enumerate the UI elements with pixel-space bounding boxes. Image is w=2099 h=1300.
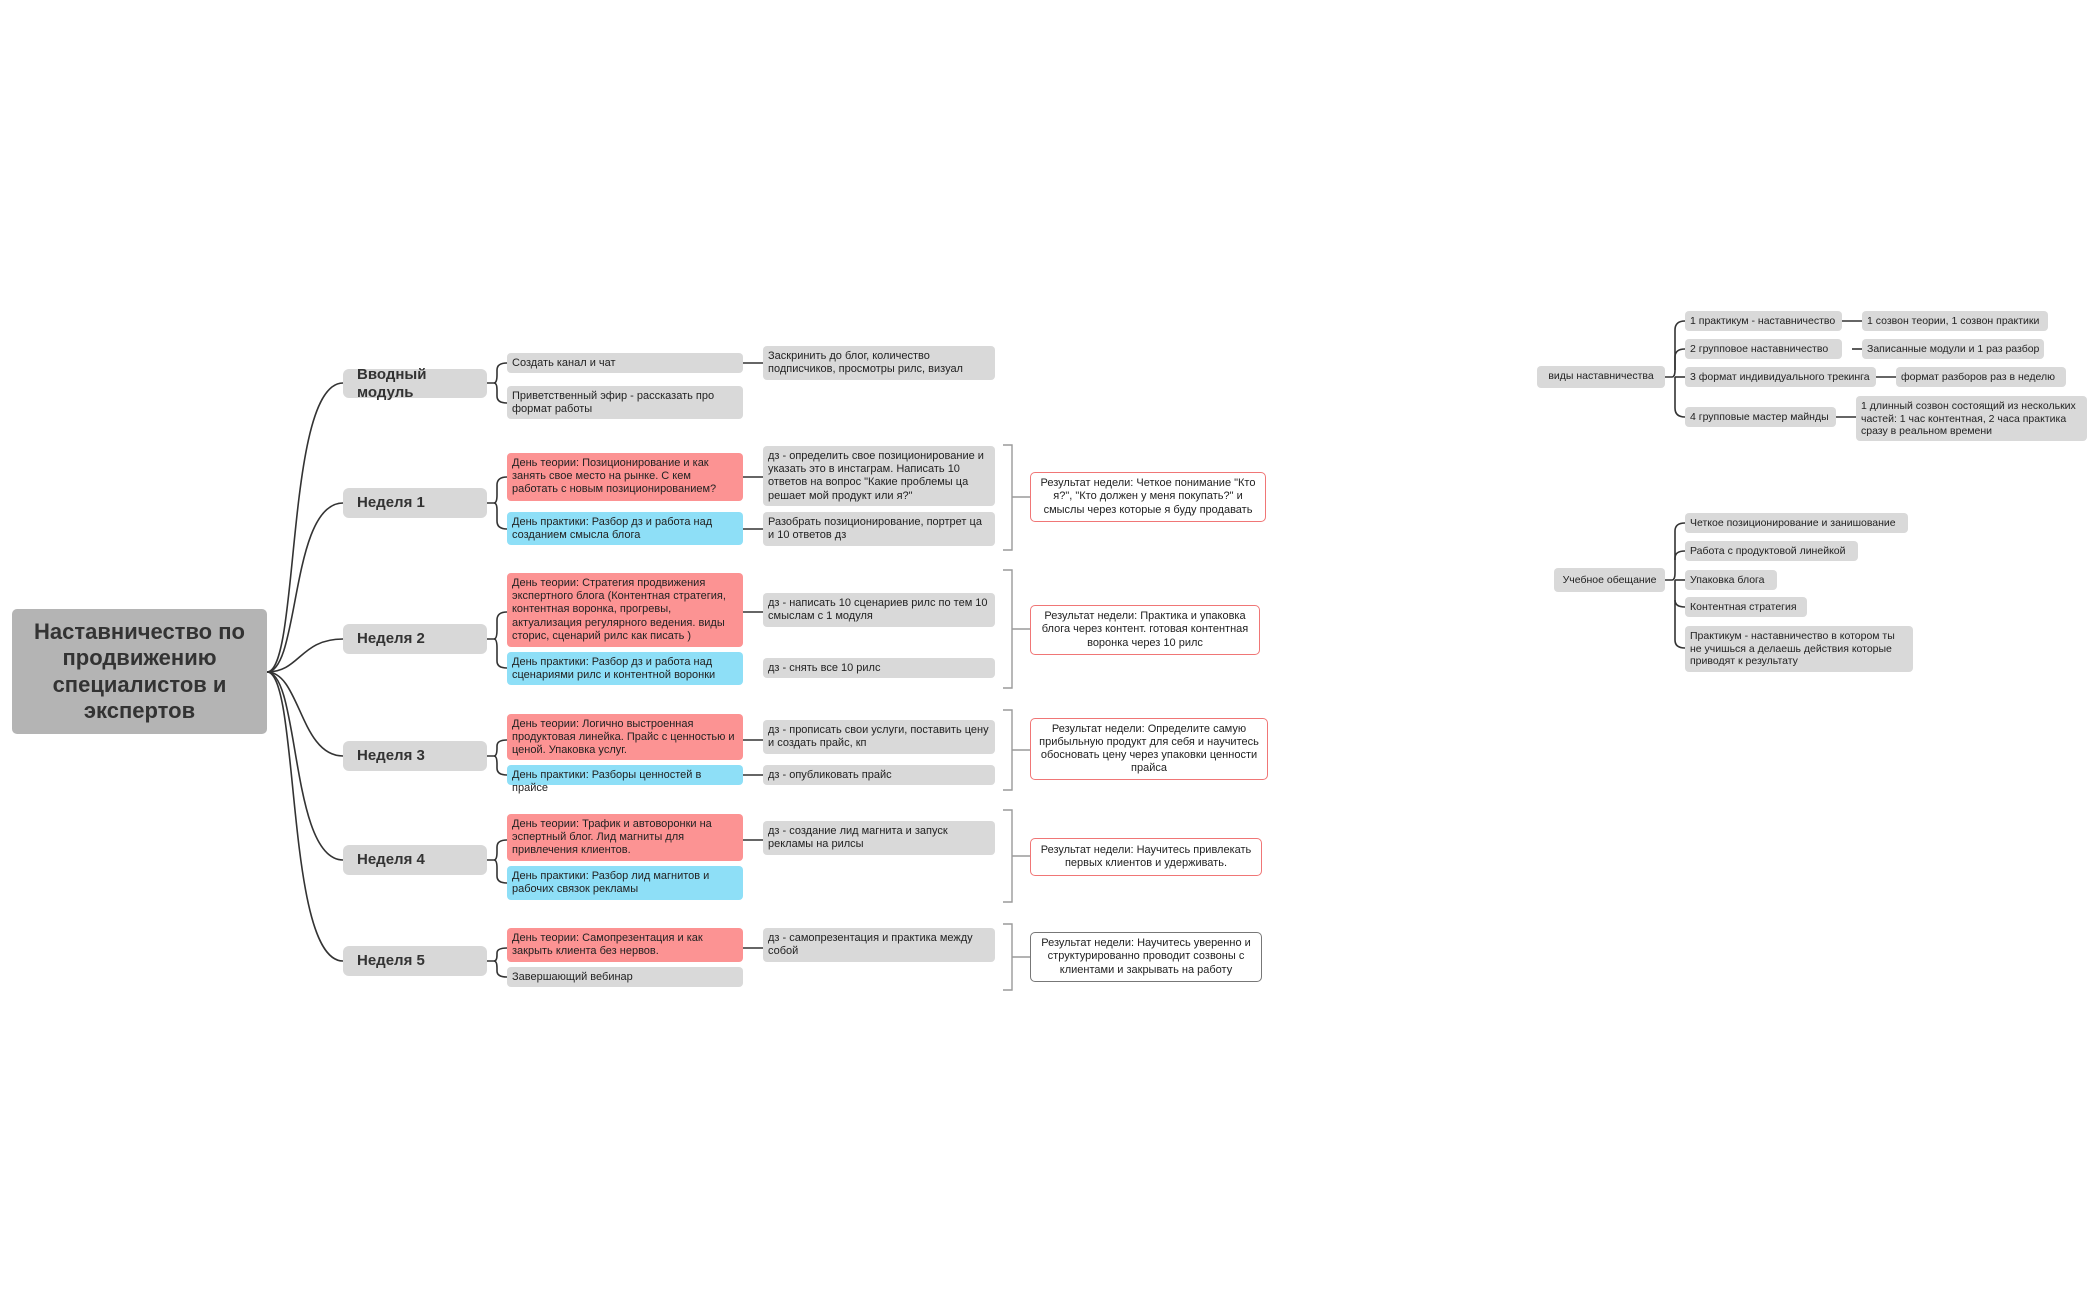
practice-label: День практики: Разбор дз и работа над сценариями рилс и контентной воронки	[512, 656, 716, 682]
homework-label: дз - снять все 10 рилс	[768, 662, 881, 674]
promise-item-label: Четкое позиционирование и занишование	[1690, 517, 1896, 529]
week-1-result[interactable]	[1030, 472, 1266, 522]
week-1-homework-1[interactable]	[763, 446, 995, 506]
mentoring-type-4[interactable]	[1685, 407, 1836, 427]
week-1[interactable]	[343, 488, 487, 518]
result-label: Результат недели: Четкое понимание "Кто я?", "Кто должен у меня покупать?" и смыслы через которые я буду продавать	[1040, 477, 1256, 516]
promise-item-2[interactable]	[1685, 541, 1858, 561]
homework-label: дз - прописать свои услуги, поставить цену и создать прайс, кп	[768, 724, 989, 750]
promise-item-label: Работа с продуктовой линейкой	[1690, 545, 1846, 557]
practice-label: День практики: Разборы ценностей в прайсе	[512, 769, 702, 795]
week-label: Неделя 2	[357, 630, 425, 647]
intro-note-label: Заскринить до блог, количество подписчиков, просмотры рилс, визуал	[768, 350, 963, 376]
week-label: Неделя 1	[357, 494, 425, 511]
promise-item-label: Практикум - наставничество в котором ты не учишься а делаешь действия которые приводят к результату	[1690, 630, 1895, 668]
result-label: Результат недели: Практика и упаковка блога через контент. готовая контентная воронка через 10 рилс	[1041, 610, 1249, 649]
week-label: Неделя 4	[357, 851, 425, 868]
mentoring-type-detail-label: 1 созвон теории, 1 созвон практики	[1867, 315, 2040, 327]
week-2-practice[interactable]	[507, 652, 743, 685]
result-label: Результат недели: Определите самую прибыльную продукт для себя и научитесь обосновать цену через упаковки ценности прайса	[1039, 722, 1259, 775]
mentoring-type-detail-label: формат разборов раз в неделю	[1901, 371, 2055, 383]
intro-item-label: Приветственный эфир - рассказать про формат работы	[512, 390, 715, 416]
mentoring-type-1[interactable]	[1685, 311, 1842, 331]
promise-item-4[interactable]	[1685, 597, 1807, 617]
root-topic-label: Наставничество по продвижению специалистов и экспертов	[34, 618, 245, 723]
week-label: Неделя 5	[357, 952, 425, 969]
week-2-homework-2[interactable]	[763, 658, 995, 678]
homework-label: дз - создание лид магнита и запуск рекламы на рилсы	[768, 825, 948, 851]
homework-label: дз - написать 10 сценариев рилс по тем 10 смыслам с 1 модуля	[768, 597, 988, 623]
theory-label: День теории: Стратегия продвижения экспертного блога (Контентная стратегия, контентная воронка, прогревы, актуализация регулярного ведения. виды сторис, сценарий рилс как писать )	[512, 577, 726, 642]
week-4-homework-1[interactable]	[763, 821, 995, 855]
week-2-homework-1[interactable]	[763, 593, 995, 627]
theory-label: День теории: Самопрезентация и как закрыть клиента без нервов.	[512, 932, 703, 958]
mentoring-type-label: 4 групповые мастер майнды	[1690, 411, 1829, 423]
week-2[interactable]	[343, 624, 487, 654]
result-label: Результат недели: Научитесь привлекать первых клиентов и удерживать.	[1040, 843, 1252, 869]
week-label: Неделя 3	[357, 747, 425, 764]
week-1-homework-2[interactable]	[763, 512, 995, 546]
intro-item-channel[interactable]	[507, 353, 743, 373]
week-3-homework-2[interactable]	[763, 765, 995, 785]
week-4-practice[interactable]	[507, 866, 743, 900]
week-1-practice[interactable]	[507, 512, 743, 545]
week-1-theory[interactable]	[507, 453, 743, 501]
intro-module[interactable]	[343, 365, 487, 401]
intro-module-label: Вводный модуль	[357, 365, 427, 401]
theory-label: День теории: Позиционирование и как занять свое место на рынке. С кем работать с новым позиционированием?	[512, 457, 717, 496]
week-3[interactable]	[343, 741, 487, 771]
mentoring-type-label: 2 групповое наставничество	[1690, 343, 1829, 355]
mentoring-type-label: 3 формат индивидуального трекинга	[1690, 371, 1870, 383]
week-2-result[interactable]	[1030, 605, 1260, 655]
learning-promise[interactable]	[1554, 568, 1665, 592]
promise-item-label: Упаковка блога	[1690, 574, 1765, 586]
promise-item-3[interactable]	[1685, 570, 1777, 590]
week-5-homework-1[interactable]	[763, 928, 995, 962]
practice-label: День практики: Разбор дз и работа над созданием смысла блога	[512, 516, 713, 542]
week-2-theory[interactable]	[507, 573, 743, 647]
week-4-result[interactable]	[1030, 838, 1262, 876]
week-4-theory[interactable]	[507, 814, 743, 861]
week-3-homework-1[interactable]	[763, 720, 995, 754]
mentoring-types-label: виды наставничества	[1548, 370, 1654, 382]
result-label: Результат недели: Научитесь уверенно и структурированно проводит созвоны с клиентами и закрывать на работу	[1041, 937, 1251, 976]
mentoring-type-2-detail[interactable]	[1862, 339, 2044, 359]
mentoring-type-4-detail[interactable]	[1856, 396, 2087, 441]
mentoring-type-detail-label: Записанные модули и 1 раз разбор	[1867, 343, 2040, 355]
week-4[interactable]	[343, 845, 487, 875]
promise-item-label: Контентная стратегия	[1690, 601, 1797, 613]
week-5[interactable]	[343, 946, 487, 976]
root-topic[interactable]	[12, 609, 267, 734]
homework-label: дз - самопрезентация и практика между собой	[768, 932, 973, 958]
homework-label: дз - опубликовать прайс	[768, 769, 892, 781]
practice-label: Завершающий вебинар	[512, 971, 633, 983]
week-3-theory[interactable]	[507, 714, 743, 760]
mentoring-type-3[interactable]	[1685, 367, 1876, 387]
practice-label: День практики: Разбор лид магнитов и рабочих связок рекламы	[512, 870, 710, 896]
promise-item-5[interactable]	[1685, 626, 1913, 672]
mentoring-type-2[interactable]	[1685, 339, 1842, 359]
week-5-result[interactable]	[1030, 932, 1262, 982]
promise-item-1[interactable]	[1685, 513, 1908, 533]
theory-label: День теории: Логично выстроенная продуктовая линейка. Прайс с ценностью и ценой. Упаковка услуг.	[512, 718, 735, 757]
mentoring-type-label: 1 практикум - наставничество	[1690, 315, 1836, 327]
learning-promise-label: Учебное обещание	[1562, 574, 1657, 586]
week-5-final-webinar[interactable]	[507, 967, 743, 987]
homework-label: дз - определить свое позиционирование и указать это в инстаграм. Написать 10 ответов на вопрос "Какие проблемы ца решает мой продукт или я?"	[768, 450, 984, 502]
mentoring-type-detail-label: 1 длинный созвон состоящий из нескольких частей: 1 час контентная, 2 часа практика сразу в реальном времени	[1861, 400, 2076, 438]
week-3-result[interactable]	[1030, 718, 1268, 780]
week-5-theory[interactable]	[507, 928, 743, 962]
theory-label: День теории: Трафик и автоворонки на эспертный блог. Лид магниты для привлечения клиентов.	[512, 818, 712, 857]
mentoring-types[interactable]	[1537, 366, 1665, 388]
mentoring-type-1-detail[interactable]	[1862, 311, 2048, 331]
week-3-practice[interactable]	[507, 765, 743, 795]
homework-label: Разобрать позиционирование, портрет ца и 10 ответов дз	[768, 516, 982, 542]
intro-item-webinar[interactable]	[507, 386, 743, 419]
intro-note[interactable]	[763, 346, 995, 380]
intro-item-label: Создать канал и чат	[512, 357, 616, 369]
mentoring-type-3-detail[interactable]	[1896, 367, 2066, 387]
